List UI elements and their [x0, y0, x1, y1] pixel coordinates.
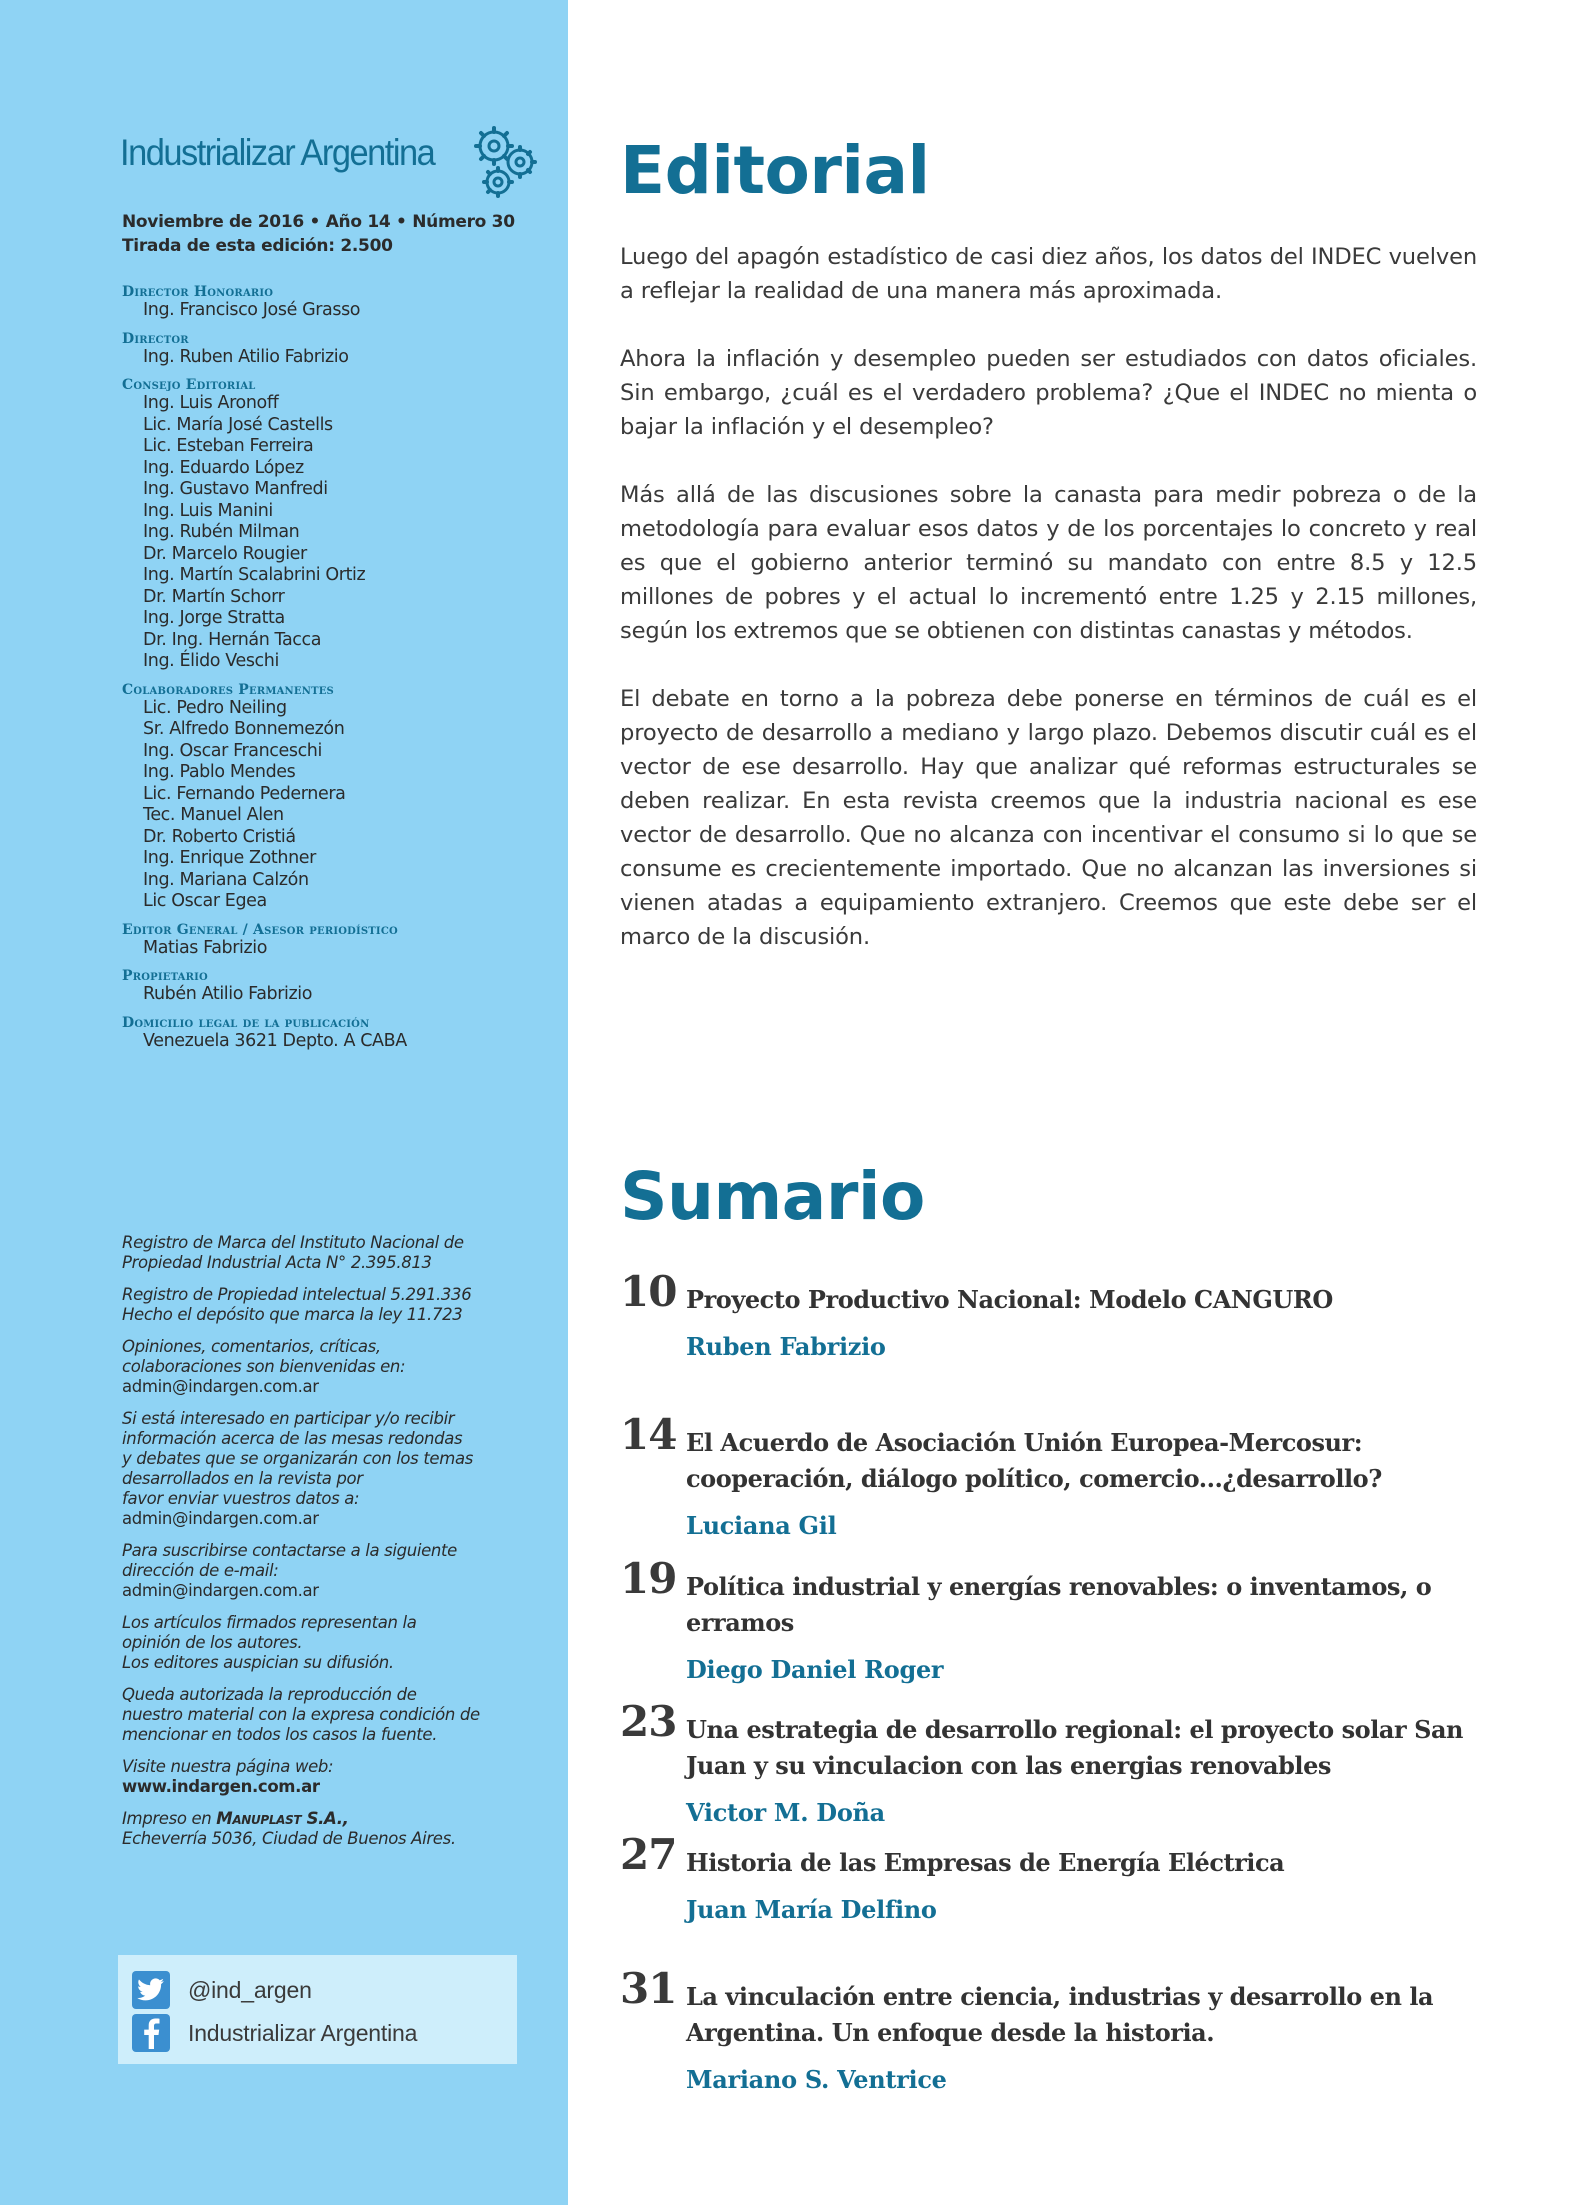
note-line: desarrollados en la revista por: [122, 1469, 363, 1488]
note-line: Registro de Marca del Instituto Nacional de: [122, 1233, 464, 1252]
staff-name: Lic. Esteban Ferreira: [143, 436, 314, 456]
issue-line: Noviembre de 2016 • Año 14 • Número 30: [122, 212, 515, 232]
toc-author: Ruben Fabrizio: [686, 1332, 886, 1361]
editorial-body: [620, 240, 1477, 988]
note-line: Queda autorizada la reproducción de: [122, 1685, 417, 1704]
staff-name: Ing. Jorge Stratta: [143, 608, 285, 628]
staff-block: [122, 331, 562, 369]
note-registro-marca: [122, 1233, 562, 1273]
note-line: Los editores auspician su difusión.: [122, 1653, 394, 1672]
sidebar: [0, 0, 568, 2205]
toc-page-number: 27: [620, 1830, 677, 1879]
note-participar: [122, 1409, 562, 1529]
note-line: Propiedad Industrial Acta N° 2.395.813: [122, 1253, 432, 1272]
note-line: y debates que se organizarán con los temas: [122, 1449, 473, 1468]
staff-name: Sr. Alfredo Bonnemezón: [143, 719, 345, 739]
staff-block: [122, 1015, 562, 1053]
note-line: Los artículos firmados representan la: [122, 1613, 417, 1632]
toc-author: Luciana Gil: [686, 1511, 837, 1540]
toc-page-number: 14: [620, 1410, 677, 1459]
editorial-paragraph: Más allá de las discusiones sobre la canasta para medir pobreza o de la metodología para evaluar esos datos y de los porcentajes lo concreto y real es que el gobierno anterior terminó su mandato con entre 8.5 y 12.5 millones de pobres y el actual lo incrementó entre 1.25 y 2.15 millones, según los extremos que se obtienen con distintas canastas y métodos.: [620, 482, 1477, 644]
toc-article-title[interactable]: Una estrategia de desarrollo regional: el proyecto solar San Juan y su vinculacion con las energias renovables: [686, 1715, 1464, 1780]
toc-page-number: 10: [620, 1267, 677, 1316]
masthead-title: Industrializar Argentina: [120, 132, 435, 173]
note-line: mencionar en todos los casos la fuente.: [122, 1725, 438, 1744]
note-line: Echeverría 5036, Ciudad de Buenos Aires.: [122, 1829, 456, 1848]
toc-article-title[interactable]: Proyecto Productivo Nacional: Modelo CANGURO: [686, 1285, 1333, 1314]
staff-heading: Colaboradores Permanentes: [122, 681, 334, 698]
social-box: [118, 1955, 517, 2064]
toc-page-number: 19: [620, 1554, 677, 1603]
note-registro-propiedad: [122, 1285, 562, 1325]
note-line: dirección de e-mail:: [122, 1561, 279, 1580]
note-articulos: [122, 1613, 562, 1673]
staff-name: Ing. Rubén Milman: [143, 522, 300, 542]
staff-heading: Director: [122, 330, 189, 347]
note-opiniones: [122, 1337, 562, 1397]
staff-name: Lic. Fernando Pedernera: [143, 783, 346, 804]
gears-icon: [472, 124, 542, 204]
staff-name: Ing. Gustavo Manfredi: [143, 479, 328, 499]
staff-name: Ing. Luis Aronoff: [143, 393, 279, 413]
toc-author: Victor M. Doña: [686, 1798, 885, 1827]
twitter-icon[interactable]: [132, 1971, 170, 2009]
email-link[interactable]: admin@indargen.com.ar: [122, 1581, 319, 1600]
toc-article-title[interactable]: La vinculación entre ciencia, industrias y desarrollo en la Argentina. Un enfoque desde la historia.: [686, 1982, 1434, 2047]
staff-name: Matias Fabrizio: [143, 937, 268, 958]
staff-name: Tec. Manuel Alen: [143, 805, 284, 825]
staff-block: [122, 377, 562, 673]
note-line: [122, 1809, 562, 1829]
facebook-icon[interactable]: [132, 2014, 170, 2052]
staff-name: Rubén Atilio Fabrizio: [143, 984, 313, 1004]
note-line: favor enviar vuestros datos a:: [122, 1489, 360, 1508]
toc-article-title[interactable]: El Acuerdo de Asociación Unión Europea-Mercosur: cooperación, diálogo político, comercio...¿desarrollo?: [686, 1428, 1382, 1493]
staff-name: Venezuela 3621 Depto. A CABA: [143, 1030, 407, 1051]
staff-heading: Domicilio legal de la publicación: [122, 1014, 370, 1031]
twitter-row[interactable]: [132, 1970, 312, 2010]
toc-author: Mariano S. Ventrice: [686, 2065, 947, 2094]
note-web: [122, 1757, 562, 1797]
note-suscribirse: [122, 1541, 562, 1601]
staff-heading: Director Honorario: [122, 284, 274, 300]
staff-heading: Consejo Editorial: [122, 377, 256, 393]
staff-name: Lic. Pedro Neiling: [143, 697, 287, 718]
twitter-handle[interactable]: @ind_argen: [188, 1976, 312, 2003]
toc-author: Diego Daniel Roger: [686, 1655, 944, 1684]
sumario-title: Sumario: [620, 1158, 925, 1235]
editorial-title: Editorial: [620, 132, 930, 209]
website-link[interactable]: www.indargen.com.ar: [122, 1777, 320, 1796]
note-line: Opiniones, comentarios, críticas,: [122, 1337, 381, 1356]
impreso-prefix: Impreso en: [122, 1809, 217, 1828]
staff-block: [122, 968, 562, 1006]
staff-name: Lic Oscar Egea: [143, 891, 267, 911]
note-line: Si está interesado en participar y/o recibir: [122, 1409, 455, 1428]
note-line: opinión de los autores.: [122, 1633, 303, 1652]
staff-name: Dr. Marcelo Rougier: [143, 543, 307, 564]
staff-name: Ing. Martín Scalabrini Ortiz: [143, 565, 366, 585]
facebook-row[interactable]: [132, 2013, 417, 2053]
staff-name: Dr. Ing. Hernán Tacca: [143, 629, 322, 650]
note-line: colaboraciones son bienvenidas en:: [122, 1357, 406, 1376]
notes: [122, 1233, 562, 1861]
editorial-paragraph: Ahora la inflación y desempleo pueden ser estudiados con datos oficiales. Sin embargo, ¿cuál es el verdadero problema? ¿Que el INDEC no mienta o bajar la inflación y el desempleo?: [620, 346, 1477, 440]
staff-name: Ing. Eduardo López: [143, 457, 304, 478]
note-line: información acerca de las mesas redondas: [122, 1429, 463, 1448]
staff-block: [122, 284, 562, 322]
staff-name: Lic. María José Castells: [143, 414, 333, 435]
staff-name: Dr. Roberto Cristiá: [143, 826, 296, 847]
email-link[interactable]: admin@indargen.com.ar: [122, 1377, 319, 1396]
note-line: Hecho el depósito que marca la ley 11.723: [122, 1305, 463, 1324]
toc-author: Juan María Delfino: [686, 1895, 937, 1924]
staff-name: Dr. Martín Schorr: [143, 586, 285, 607]
toc-page-number: 31: [620, 1964, 677, 2013]
staff-name: Ing. Élido Veschi: [143, 651, 279, 671]
staff-block: [122, 682, 562, 913]
email-link[interactable]: admin@indargen.com.ar: [122, 1509, 319, 1528]
note-impreso: [122, 1809, 562, 1849]
staff-name: Ing. Mariana Calzón: [143, 869, 309, 890]
staff-name: Ing. Oscar Franceschi: [143, 740, 322, 761]
masthead: [120, 132, 560, 212]
staff-name: Ing. Enrique Zothner: [143, 848, 316, 868]
toc-page-number: 23: [620, 1697, 677, 1746]
note-reproduccion: [122, 1685, 562, 1745]
note-line: nuestro material con la expresa condición de: [122, 1705, 480, 1724]
staff-name: Ing. Ruben Atilio Fabrizio: [143, 346, 349, 367]
toc-article-title[interactable]: Historia de las Empresas de Energía Eléctrica: [686, 1848, 1285, 1877]
note-line: Registro de Propiedad intelectual 5.291.336: [122, 1285, 472, 1304]
staff-name: Ing. Francisco José Grasso: [143, 300, 361, 320]
note-line: Para suscribirse contactarse a la siguiente: [122, 1541, 457, 1560]
staff-block: [122, 922, 562, 960]
staff-name: Ing. Luis Manini: [143, 500, 273, 521]
staff-name: Ing. Pablo Mendes: [143, 762, 296, 782]
staff-heading: Propietario: [122, 968, 208, 984]
printer-name: Manuplast S.A.,: [216, 1809, 349, 1828]
staff-heading: Editor General / Asesor periodístico: [122, 921, 398, 938]
facebook-name[interactable]: Industrializar Argentina: [188, 2019, 418, 2046]
toc-article-title[interactable]: Política industrial y energías renovables: o inventamos, o erramos: [686, 1572, 1432, 1637]
print-run-line: Tirada de esta edición: 2.500: [122, 236, 393, 256]
editorial-paragraph: El debate en torno a la pobreza debe ponerse en términos de cuál es el proyecto de desarrollo a mediano y largo plazo. Debemos discutir cuál es el vector de ese desarrollo. Hay que analizar qué reformas estructurales se deben realizar. En esta revista creemos que la industria nacional es ese vector de desarrollo. Que no alcanza con incentivar el consumo si lo que se consume es crecientemente importado. Que no alcanzan las inversiones si vienen atadas a equipamiento extranjero. Creemos que este debe ser el marco de la discusión.: [620, 686, 1477, 950]
staff-list: [122, 284, 562, 1061]
note-line: Visite nuestra página web:: [122, 1757, 334, 1776]
editorial-paragraph: Luego del apagón estadístico de casi diez años, los datos del INDEC vuelven a reflejar la realidad de una manera más aproximada.: [620, 244, 1477, 304]
